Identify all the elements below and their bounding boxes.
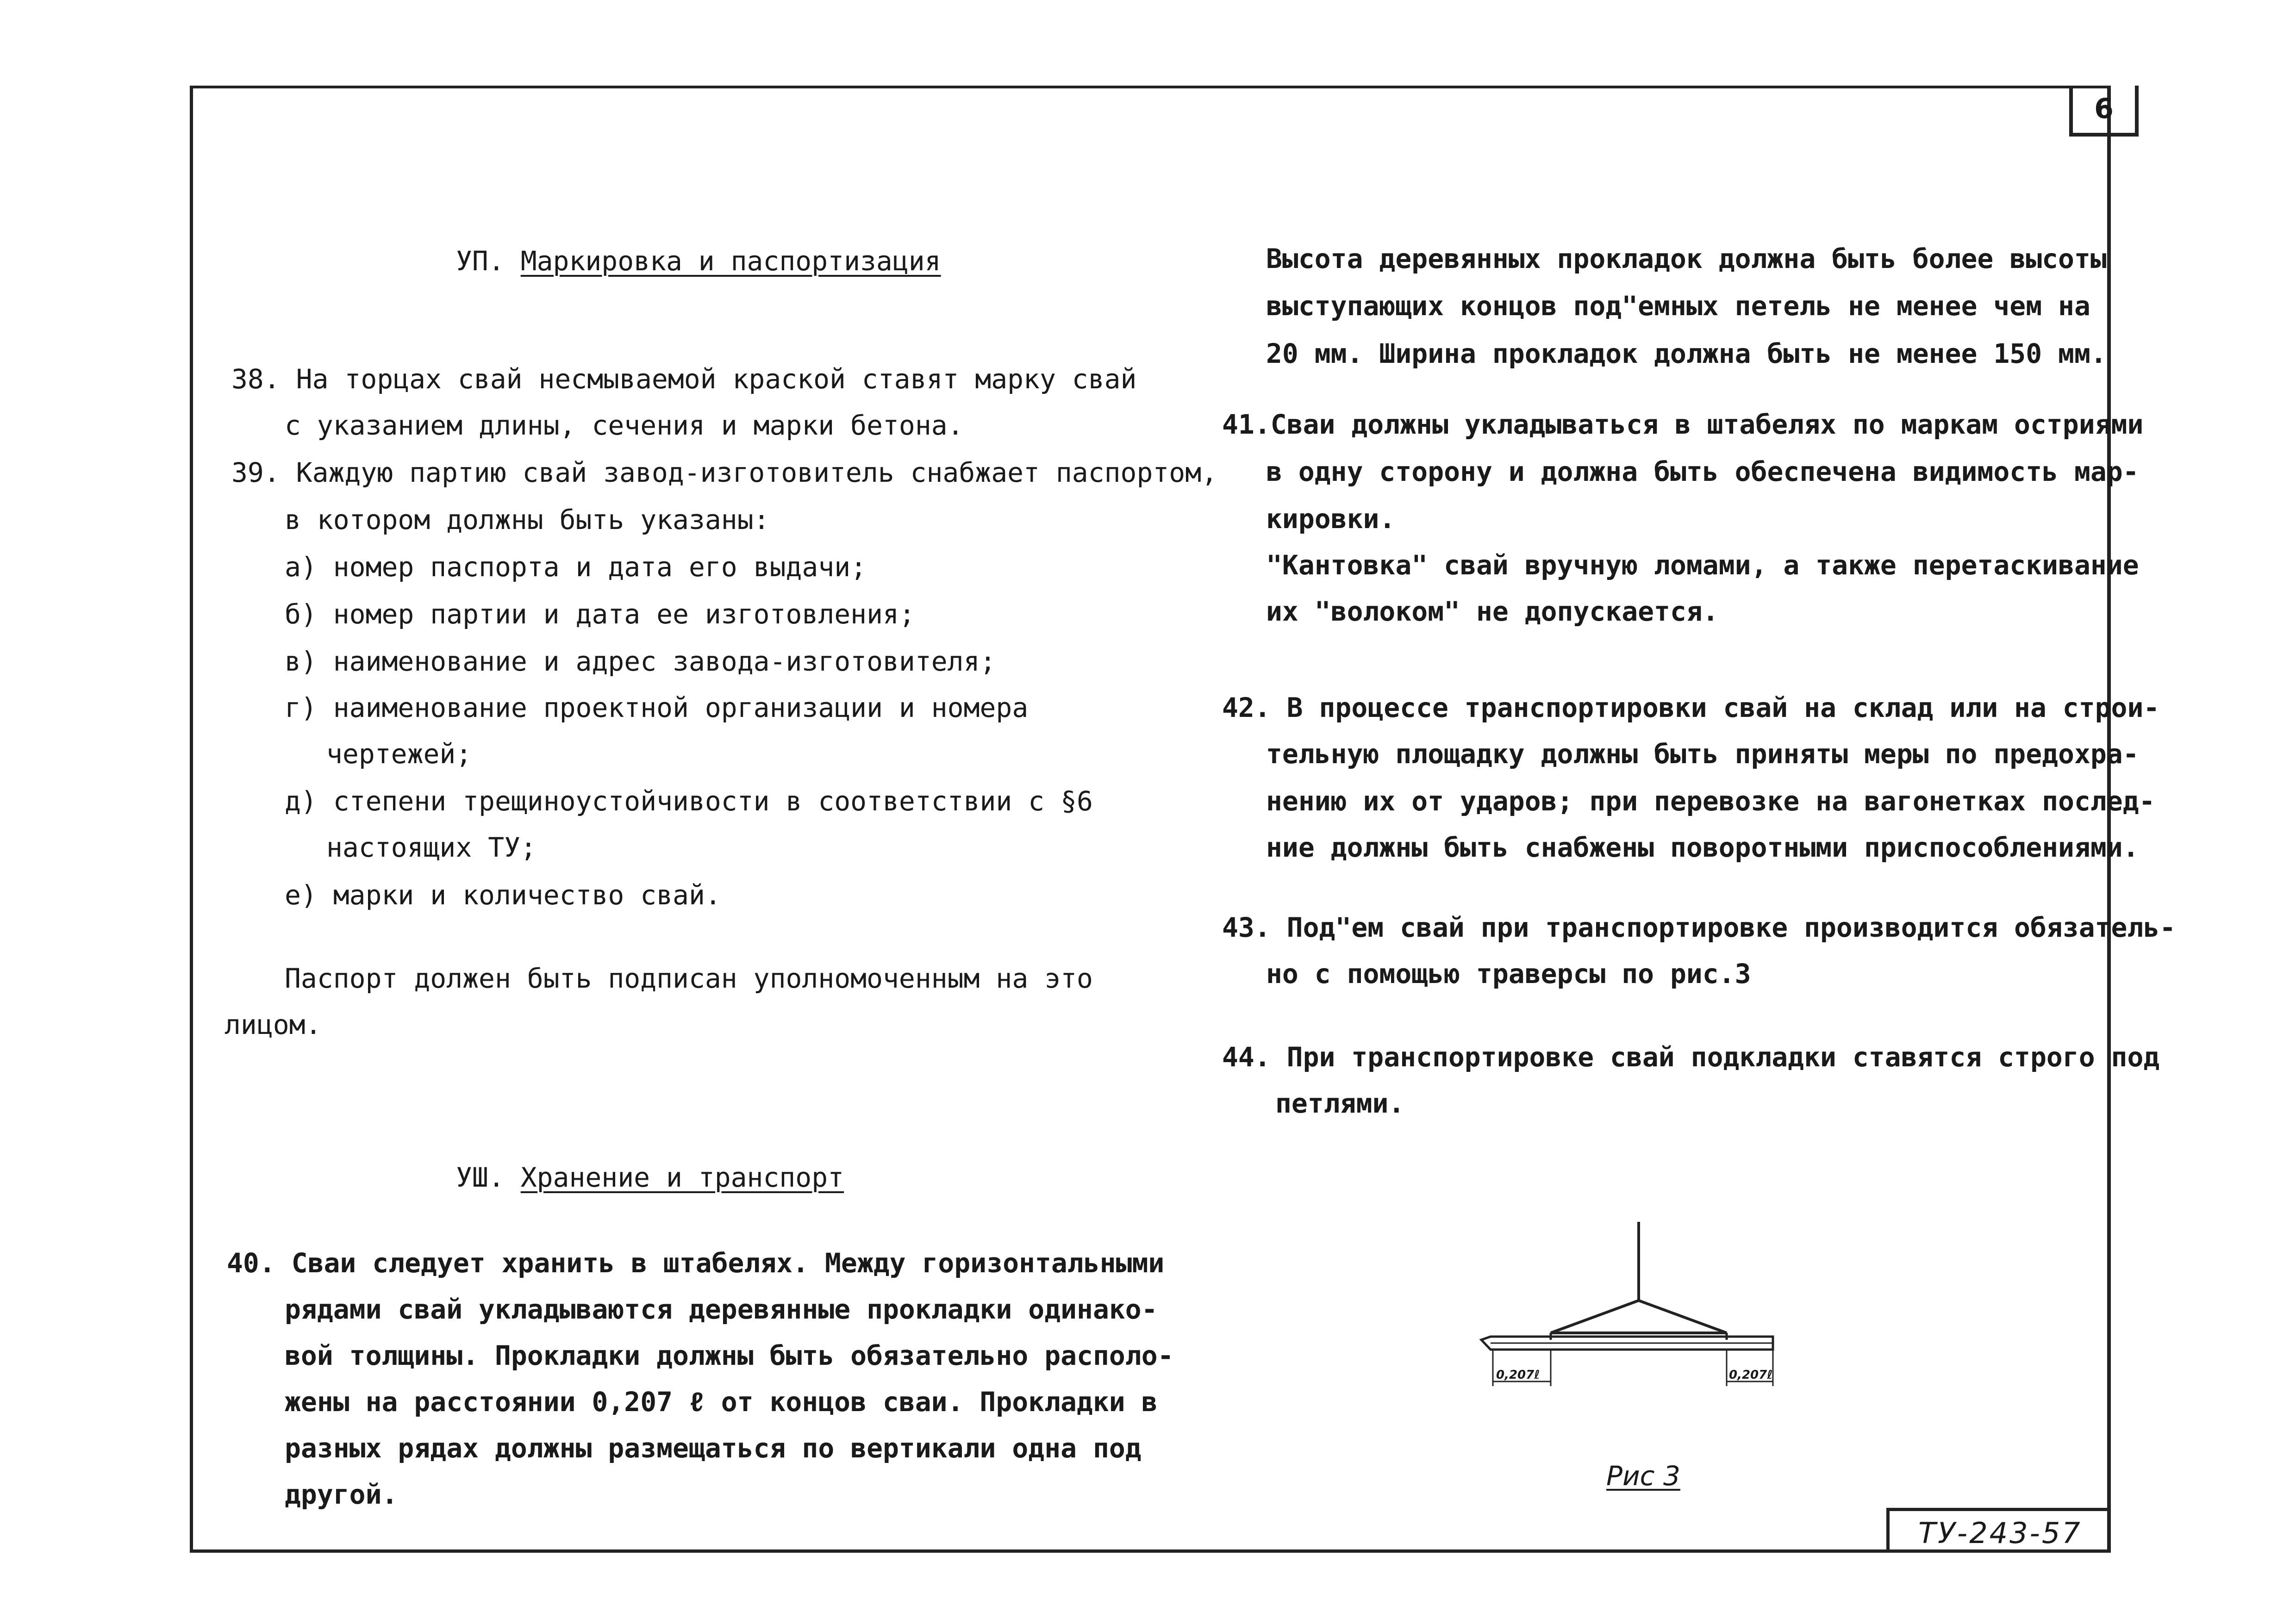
- p40-line: 40. Сваи следует хранить в штабелях. Между горизонтальными: [227, 1247, 1165, 1279]
- document-code: ТУ-243-57: [1886, 1508, 2111, 1553]
- p44-line: 44. При транспортировке свай подкладки ставятся строго под: [1222, 1041, 2160, 1073]
- p41-line: 41.Сваи должны укладываться в штабелях по маркам остриями: [1222, 409, 2144, 440]
- figure-caption: Рис 3: [1606, 1460, 1680, 1492]
- p38-line: с указанием длины, сечения и марки бетона.: [285, 410, 964, 441]
- list-item-a: а) номер паспорта и дата его выдачи;: [285, 551, 867, 583]
- section-8-number: УШ.: [456, 1162, 505, 1193]
- dimension-label-left: 0,207ℓ: [1496, 1368, 1540, 1382]
- list-item-g-cont: чертежей;: [326, 738, 472, 770]
- p43-line: но с помощью траверсы по рис.3: [1266, 958, 1751, 989]
- list-item-e: е) марки и количество свай.: [285, 879, 721, 911]
- p42-line: нению их от ударов; при перевозке на вагонетках послед-: [1266, 785, 2155, 817]
- p39-line: в котором должны быть указаны:: [285, 504, 770, 535]
- p42-line: ние должны быть снабжены поворотными приспособлениями.: [1266, 832, 2139, 863]
- p40-line: рядами свай укладываются деревянные прокладки одинако-: [285, 1294, 1158, 1325]
- p40-line: жены на расстоянии 0,207 ℓ от концов сваи. Прокладки в: [285, 1386, 1158, 1418]
- dimension-label-right: 0,207ℓ: [1729, 1368, 1773, 1382]
- p43-line: 43. Под"ем свай при транспортировке производится обязатель-: [1222, 912, 2176, 943]
- traverse-triangle: [1551, 1300, 1727, 1333]
- p40-line: другой.: [285, 1479, 398, 1510]
- section-8-title: Хранение и транспорт: [520, 1162, 844, 1193]
- p40-cont-line: Высота деревянных прокладок должна быть более высоты: [1266, 243, 2107, 274]
- p40-line: разных рядах должны размещаться по вертикали одна под: [285, 1432, 1142, 1464]
- p44-line: петлями.: [1275, 1088, 1405, 1119]
- page-number: 6: [2069, 86, 2139, 137]
- section-8-heading: [456, 1164, 844, 1191]
- list-item-d: д) степени трещиноустойчивости в соответствии с §6: [285, 785, 1093, 817]
- p42-line: 42. В процессе транспортировки свай на склад или на строи-: [1222, 692, 2160, 723]
- list-item-v: в) наименование и адрес завода-изготовителя;: [285, 646, 996, 677]
- list-item-b: б) номер партии и дата ее изготовления;: [285, 598, 915, 630]
- passport-line: лицом.: [225, 1009, 322, 1040]
- list-item-g: г) наименование проектной организации и номера: [285, 692, 1029, 723]
- section-7-title: Маркировка и паспортизация: [520, 245, 941, 277]
- p42-line: тельную площадку должны быть приняты меры по предохра-: [1266, 738, 2139, 770]
- p39-line: 39. Каждую партию свай завод-изготовитель снабжает паспортом,: [231, 457, 1218, 488]
- p40-cont-line: 20 мм. Ширина прокладок должна быть не менее 150 мм.: [1266, 338, 2107, 369]
- p41-line: их "волоком" не допускается.: [1266, 596, 1719, 627]
- p41-line: "Кантовка" свай вручную ломами, а также перетаскивание: [1266, 549, 2139, 581]
- p40-cont-line: выступающих концов под"емных петель не менее чем на: [1266, 290, 2090, 322]
- p41-line: в одну сторону и должна быть обеспечена видимость мар-: [1266, 456, 2139, 487]
- list-item-d-cont: настоящих ТУ;: [326, 832, 537, 863]
- section-7-number: УП.: [456, 245, 505, 277]
- passport-line: Паспорт должен быть подписан уполномоченным на это: [285, 963, 1093, 994]
- section-7-heading: [456, 245, 941, 277]
- p38-line: 38. На торцах свай несмываемой краской ставят марку свай: [231, 363, 1137, 395]
- p41-line: кировки.: [1266, 503, 1396, 535]
- p40-line: вой толщины. Прокладки должны быть обязательно располо-: [285, 1340, 1174, 1371]
